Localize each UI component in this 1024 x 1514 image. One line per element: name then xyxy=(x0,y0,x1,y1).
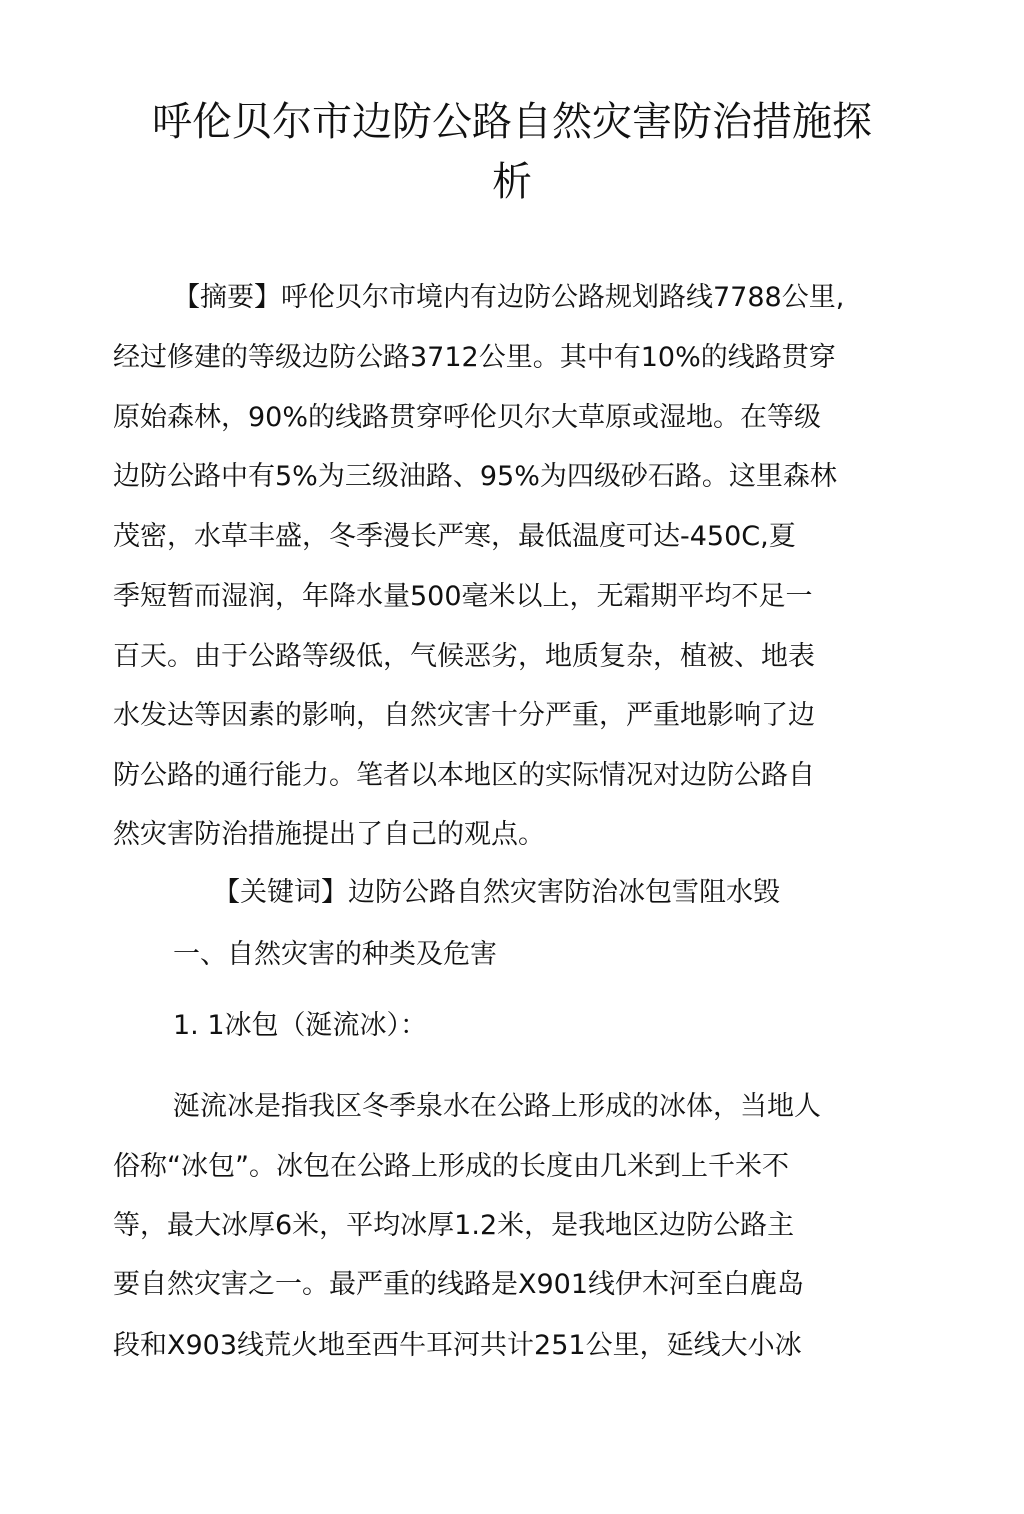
abstract-line: 【摘要】呼伦贝尔市境内有边防公路规划路线7788公里, xyxy=(173,282,845,313)
abstract-line: 防公路的通行能力。笔者以本地区的实际情况对边防公路自 xyxy=(113,760,815,791)
abstract-line: 边防公路中有5%为三级油路、95%为四级砂石路。这里森林 xyxy=(113,461,837,492)
body-line: 俗称“冰包”。冰包在公路上形成的长度由几米到上千米不 xyxy=(113,1151,789,1182)
body-line: 涎流冰是指我区冬季泉水在公路上形成的冰体，当地人 xyxy=(173,1091,821,1122)
abstract-line: 经过修建的等级边防公路3712公里。其中有10%的线路贯穿 xyxy=(113,342,836,373)
abstract-line: 然灾害防治措施提出了自己的观点。 xyxy=(113,819,545,850)
abstract-line: 水发达等因素的影响，自然灾害十分严重，严重地影响了边 xyxy=(113,700,815,731)
title-line: 呼伦贝尔市边防公路自然灾害防治措施探 xyxy=(152,99,872,145)
section-heading: 一、自然灾害的种类及危害 xyxy=(173,939,497,970)
body-line: 要自然灾害之一。最严重的线路是X901线伊木河至白鹿岛 xyxy=(113,1269,805,1300)
abstract-line: 季短暂而湿润，年降水量500毫米以上，无霜期平均不足一 xyxy=(113,581,813,612)
abstract-line: 茂密，水草丰盛，冬季漫长严寒，最低温度可达-450C,夏 xyxy=(113,521,796,552)
keywords: 【关键词】边防公路自然灾害防治冰包雪阻水毁 xyxy=(213,877,780,908)
document-title xyxy=(110,92,914,212)
title-line: 析 xyxy=(492,159,532,205)
body-line: 段和X903线荒火地至西牛耳河共计251公里，延线大小冰 xyxy=(113,1330,802,1361)
subsection-heading: 1. 1冰包（涎流冰）： xyxy=(173,1010,428,1041)
abstract-line: 百天。由于公路等级低，气候恶劣，地质复杂，植被、地表 xyxy=(113,641,815,672)
abstract-line: 原始森林，90%的线路贯穿呼伦贝尔大草原或湿地。在等级 xyxy=(113,402,822,433)
body-line: 等，最大冰厚6米，平均冰厚1.2米，是我地区边防公路主 xyxy=(113,1210,795,1241)
